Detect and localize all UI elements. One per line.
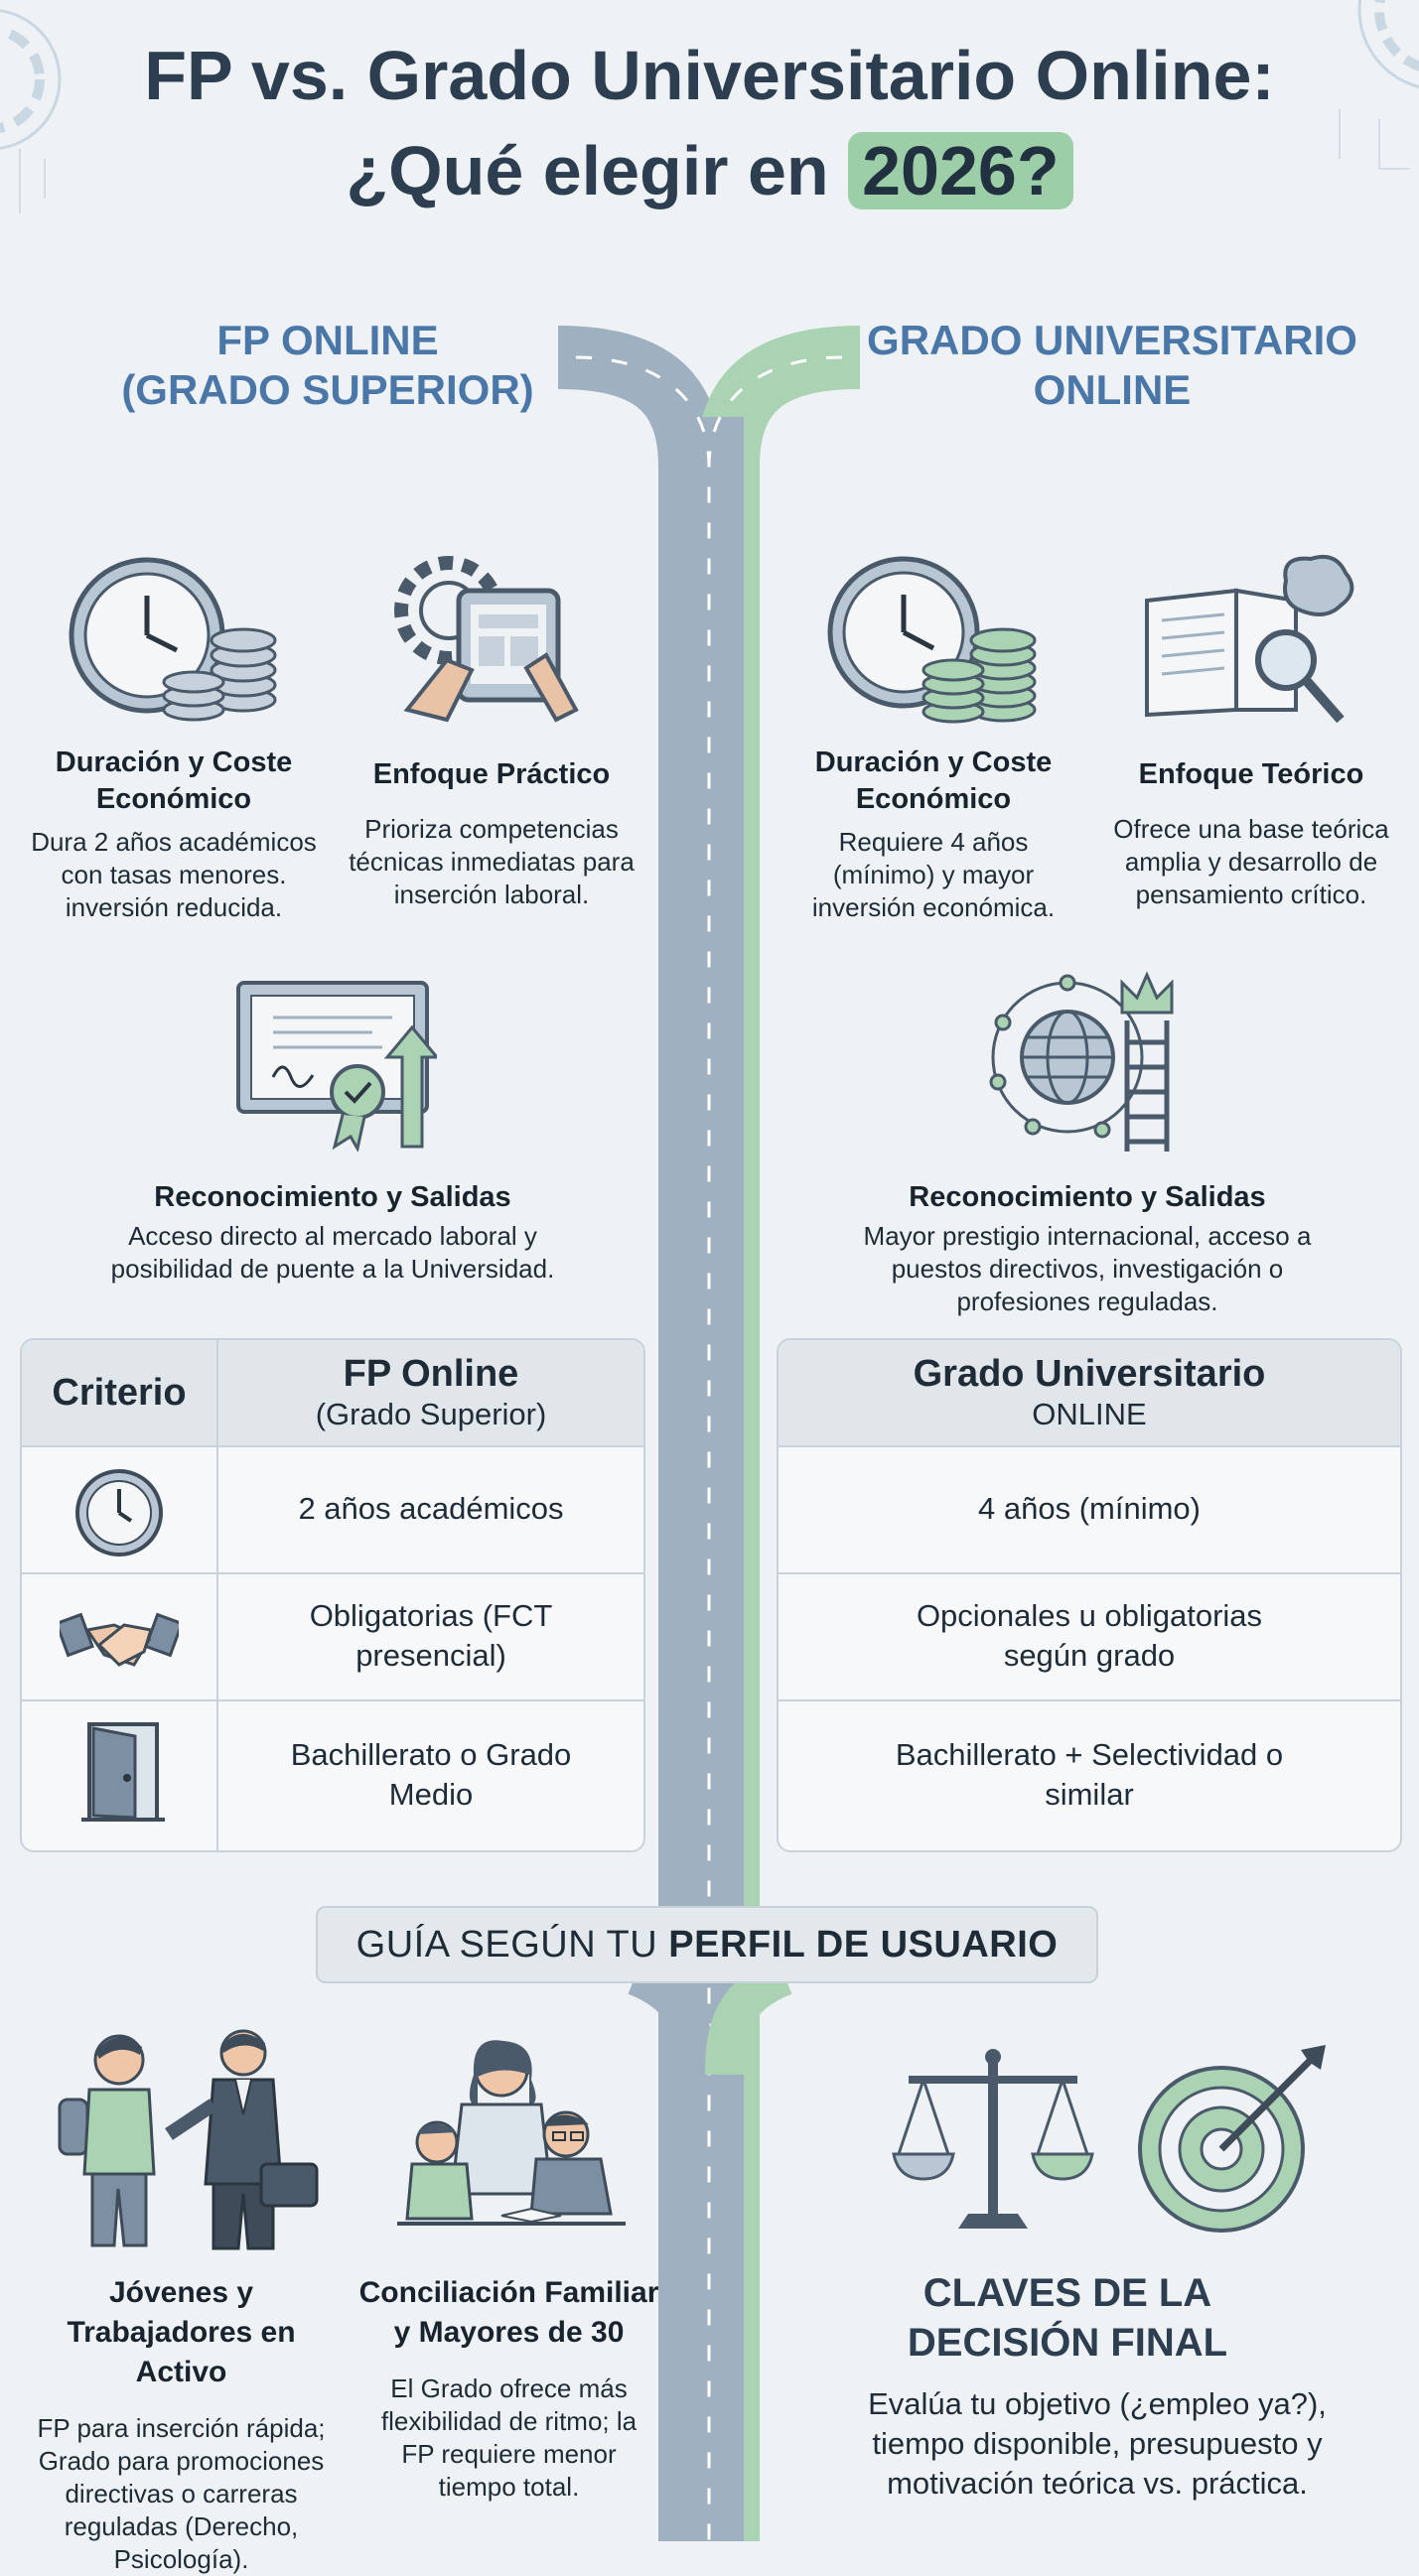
banner-bold: PERFIL DE USUARIO [668, 1923, 1059, 1966]
right-feature-theoretical-desc: Ofrece una base teórica amplia y desarrollo de pensamiento crítico. [1113, 814, 1389, 909]
right-table-row-3 [848, 1701, 1331, 1848]
left-feature-recognition [70, 1179, 596, 1286]
gear-tablet-hands-icon [387, 551, 596, 730]
door-icon [81, 1720, 165, 1824]
right-table-row-1 [779, 1447, 1400, 1570]
banner-prefix: GUÍA SEGÚN TU [355, 1923, 658, 1966]
claves-heading [834, 2268, 1301, 2368]
left-feature-practical-title: Enfoque Práctico [372, 758, 611, 790]
left-comparison-table [20, 1338, 645, 1852]
right-feature-recognition [834, 1179, 1341, 1318]
left-table-row-3 [280, 1701, 582, 1848]
title-line-2-prefix: ¿Qué elegir en [346, 132, 829, 209]
young-workers-icon [55, 2025, 323, 2253]
left-row-1-text: 2 años académicos [298, 1491, 564, 1526]
certificate-arrow-icon [233, 978, 437, 1152]
left-row-3-text: Bachillerato o Grado Medio [290, 1737, 572, 1812]
profile-young-workers [10, 2273, 353, 2576]
clock-icon [73, 1467, 165, 1559]
user-profile-guide-banner [316, 1906, 1098, 1983]
family-study-icon [392, 2035, 631, 2243]
right-feature-recognition-title: Reconocimiento y Salidas [909, 1181, 1266, 1213]
clock-coins-icon [60, 551, 288, 730]
left-feature-duration [10, 745, 338, 924]
profile-young-workers-title: Jóvenes y Trabajadores en Activo [67, 2276, 296, 2388]
right-feature-theoretical [1102, 756, 1400, 911]
profile-family-over-30-desc: El Grado ofrece más flexibilidad de ritmo; la FP requiere menor tiempo total. [380, 2373, 638, 2502]
left-heading-line-2: (GRADO SUPERIOR) [121, 366, 534, 413]
right-feature-duration-title: Duración y Coste Económico [814, 746, 1053, 815]
left-table-row-2 [250, 1574, 612, 1697]
left-column-heading [70, 316, 586, 415]
claves-title-line-2: DECISIÓN FINAL [907, 2321, 1228, 2365]
title-line-1: FP vs. Grado Universitario Online: [144, 37, 1275, 114]
right-heading-line-2: ONLINE [1033, 366, 1192, 413]
left-table-head-sub: (Grado Superior) [315, 1397, 547, 1431]
left-feature-recognition-desc: Acceso directo al mercado laboral y posibilidad de puente a la Universidad. [110, 1221, 555, 1284]
right-table-head-sub: ONLINE [1032, 1397, 1147, 1431]
right-row-3-text: Bachillerato + Selectividad o similar [895, 1737, 1284, 1812]
globe-ladder-crown-icon [983, 963, 1192, 1161]
right-feature-recognition-desc: Mayor prestigio internacional, acceso a puestos directivos, investigación o profesiones reguladas. [863, 1221, 1312, 1316]
right-column-heading [854, 316, 1370, 415]
right-table-row-2 [878, 1574, 1301, 1697]
right-table-header-cell [779, 1340, 1400, 1445]
right-heading-line-1: GRADO UNIVERSITARIO [867, 317, 1357, 363]
right-row-1-text: 4 años (mínimo) [978, 1491, 1201, 1526]
handshake-icon [60, 1600, 179, 1680]
left-feature-duration-desc: Dura 2 años académicos con tasas menores. inversión reducida. [31, 827, 317, 922]
book-brain-magnifier-icon [1137, 551, 1360, 735]
right-table-head-main: Grado Universitario [913, 1353, 1266, 1395]
left-table-header-cell [218, 1340, 643, 1445]
left-feature-practical-desc: Prioriza competencias técnicas inmediatas para inserción laboral. [349, 814, 635, 909]
right-row-2-text: Opcionales u obligatorias según grado [916, 1598, 1263, 1673]
left-table-head-main: FP Online [343, 1353, 519, 1395]
right-comparison-table [777, 1338, 1402, 1852]
title-year-badge: 2026? [848, 132, 1072, 209]
criterio-header [22, 1340, 216, 1445]
profile-young-workers-desc: FP para inserción rápida; Grado para promociones directivas o carreras reguladas (Derecho, Psicología). [37, 2413, 326, 2574]
right-feature-duration [780, 745, 1087, 924]
right-feature-duration-desc: Requiere 4 años (mínimo) y mayor inversión económica. [811, 827, 1056, 922]
profile-family-over-30 [353, 2273, 665, 2504]
profile-family-over-30-title: Conciliación Familiar y Mayores de 30 [358, 2276, 659, 2349]
left-feature-duration-title: Duración y Coste Económico [55, 746, 293, 815]
right-feature-theoretical-title: Enfoque Teórico [1138, 758, 1364, 790]
left-row-2-text: Obligatorias (FCT presencial) [309, 1598, 553, 1673]
claves-title-line-1: CLAVES DE LA [922, 2271, 1212, 2315]
claves-description: Evalúa tu objetivo (¿empleo ya?), tiempo disponible, presupuesto y motivación teórica vs. práctica. [868, 2386, 1327, 2501]
left-feature-recognition-title: Reconocimiento y Salidas [154, 1181, 511, 1213]
criterio-label: Criterio [52, 1372, 187, 1414]
balance-scale-icon [889, 2045, 1097, 2234]
clock-coins-green-icon [824, 551, 1053, 730]
left-table-row-1 [218, 1447, 643, 1570]
left-feature-practical [343, 756, 640, 911]
target-arrow-icon [1132, 2040, 1331, 2238]
left-heading-line-1: FP ONLINE [216, 317, 439, 363]
